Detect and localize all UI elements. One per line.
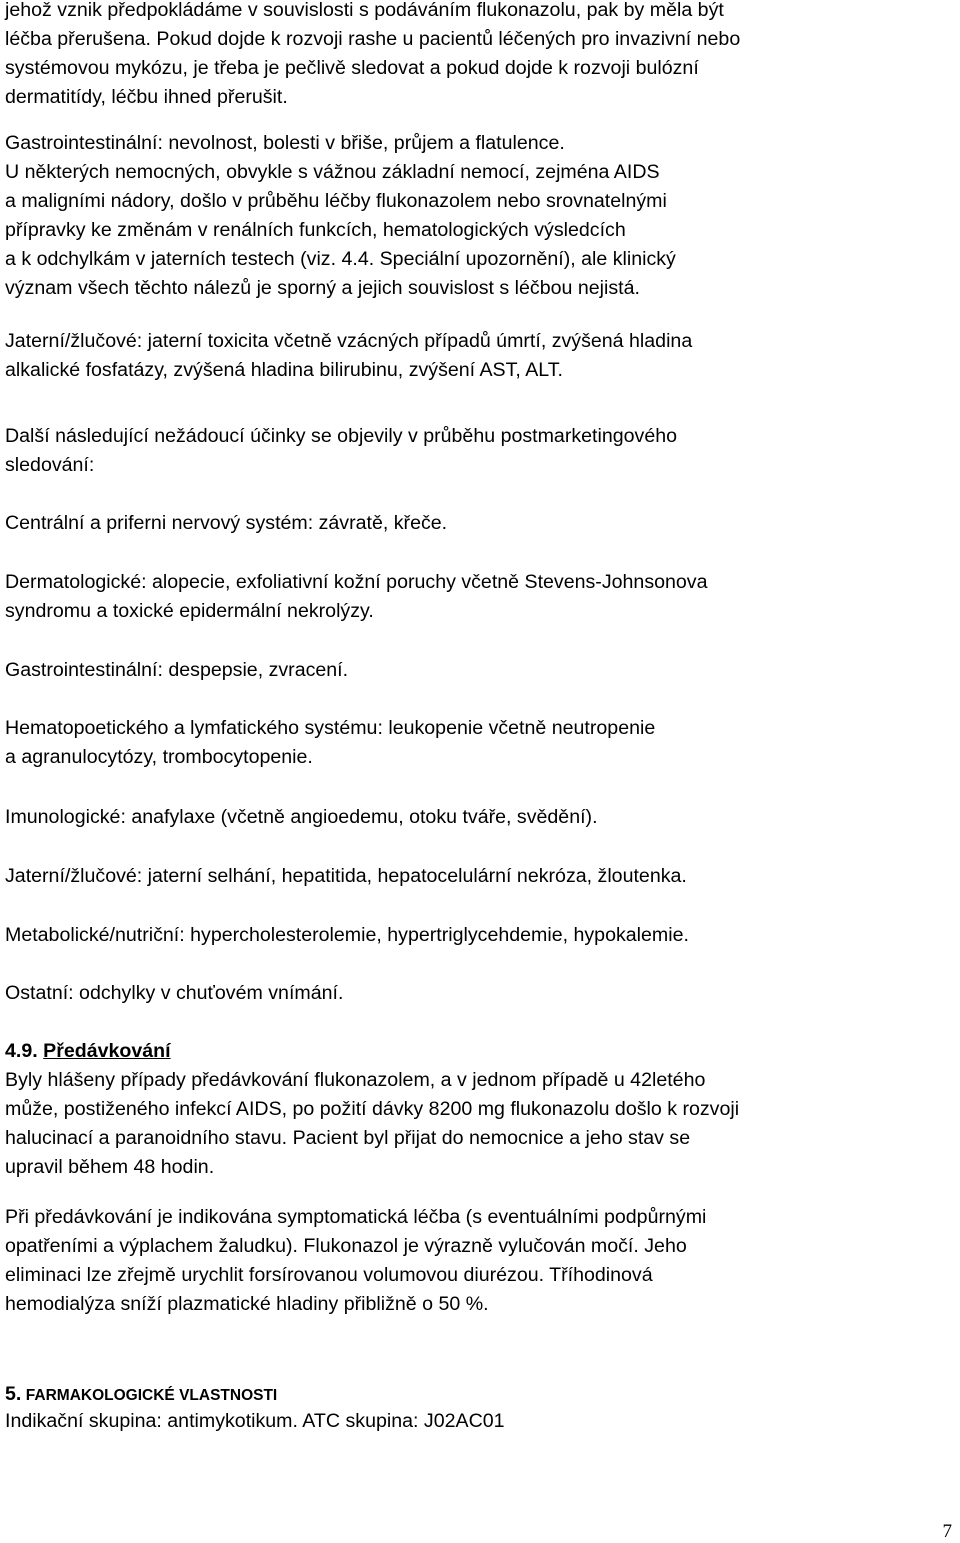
- postmarketing-intro: Další následující nežádoucí účinky se objevily v průběhu postmarketingového sledování:: [5, 425, 678, 476]
- dermatologic-effects: Dermatologické: alopecie, exfoliativní kožní poruchy včetně Stevens-Johnsonova syndromu a toxické epidermální nekrolýzy.: [5, 571, 708, 622]
- page-number: 7: [942, 1521, 952, 1542]
- immunologic-effects: Imunologické: anafylaxe (včetně angioedemu, otoku tváře, svědění).: [5, 806, 598, 828]
- section5-number: 5.: [5, 1383, 22, 1405]
- cns-effects: Centrální a priferni nervový systém: závratě, křeče.: [5, 512, 448, 534]
- section5-title: FARMAKOLOGICKÉ VLASTNOSTI: [25, 1387, 278, 1404]
- overdose-heading-title: Předávkování: [43, 1040, 171, 1062]
- hepatic-paragraph: Jaterní/žlučové: jaterní toxicita včetně vzácných případů úmrtí, zvýšená hladina alkalické fosfatázy, zvýšená hladina bilirubinu, zvýšení AST, ALT.: [5, 330, 693, 381]
- intro-paragraph: jehož vznik předpokládáme v souvislosti s podáváním flukonazolu, pak by měla být léčba přerušena. Pokud dojde k rozvoji rashe u pacientů léčených pro invazivní nebo systémovou mykózu, je třeba je pečlivě sledovat a pokud dojde k rozvoji bulózní dermatitídy, léčbu ihned přerušit.: [5, 0, 741, 108]
- overdose-heading: [5, 1037, 171, 1066]
- gastrointestinal-post-effects: Gastrointestinální: despepsie, zvracení.: [5, 659, 349, 681]
- hepatic-post-effects: Jaterní/žlučové: jaterní selhání, hepatitida, hepatocelulární nekróza, žloutenka.: [5, 865, 687, 887]
- other-effects: Ostatní: odchylky v chuťovém vnímání.: [5, 982, 344, 1004]
- section5-heading: [5, 1380, 277, 1410]
- gastrointestinal-paragraph: Gastrointestinální: nevolnost, bolesti v břiše, průjem a flatulence. U některých nemocných, obvykle s vážnou základní nemocí, zejména AIDS a maligními nádory, došlo v průběhu léčby flukonazolem nebo srovnatelnými přípravky ke změnám v renálních funkcích, hematologických výsledcích a k odchylkám v jaterních testech (viz. 4.4. Speciální upozornění), ale klinický význam všech těchto nálezů je sporný a jejich souvislost s léčbou nejistá.: [5, 132, 676, 299]
- metabolic-effects: Metabolické/nutriční: hypercholesterolemie, hypertriglycehdemie, hypokalemie.: [5, 924, 689, 946]
- overdose-paragraph: Byly hlášeny případy předávkování flukonazolem, a v jednom případě u 42letého může, postiženého infekcí AIDS, po požití dávky 8200 mg flukonazolu došlo k rozvoji halucinací a paranoidního stavu. Pacient byl přijat do nemocnice a jeho stav se upravil během 48 hodin.: [5, 1069, 740, 1178]
- overdose-treatment: Při předávkování je indikována symptomatická léčba (s eventuálními podpůrnými opatřeními a výplachem žaludku). Flukonazol je výrazně vylučován močí. Jeho eliminaci lze zřejmě urychlit forsírovanou volumovou diurézou. Tříhodinová hemodialýza sníží plazmatické hladiny přibližně o 50 %.: [5, 1206, 707, 1315]
- hematopoietic-effects: Hematopoetického a lymfatického systému: leukopenie včetně neutropenie a agranulocytózy, trombocytopenie.: [5, 717, 656, 768]
- indication-group: Indikační skupina: antimykotikum. ATC skupina: J02AC01: [5, 1410, 505, 1432]
- overdose-heading-number: 4.9.: [5, 1040, 38, 1062]
